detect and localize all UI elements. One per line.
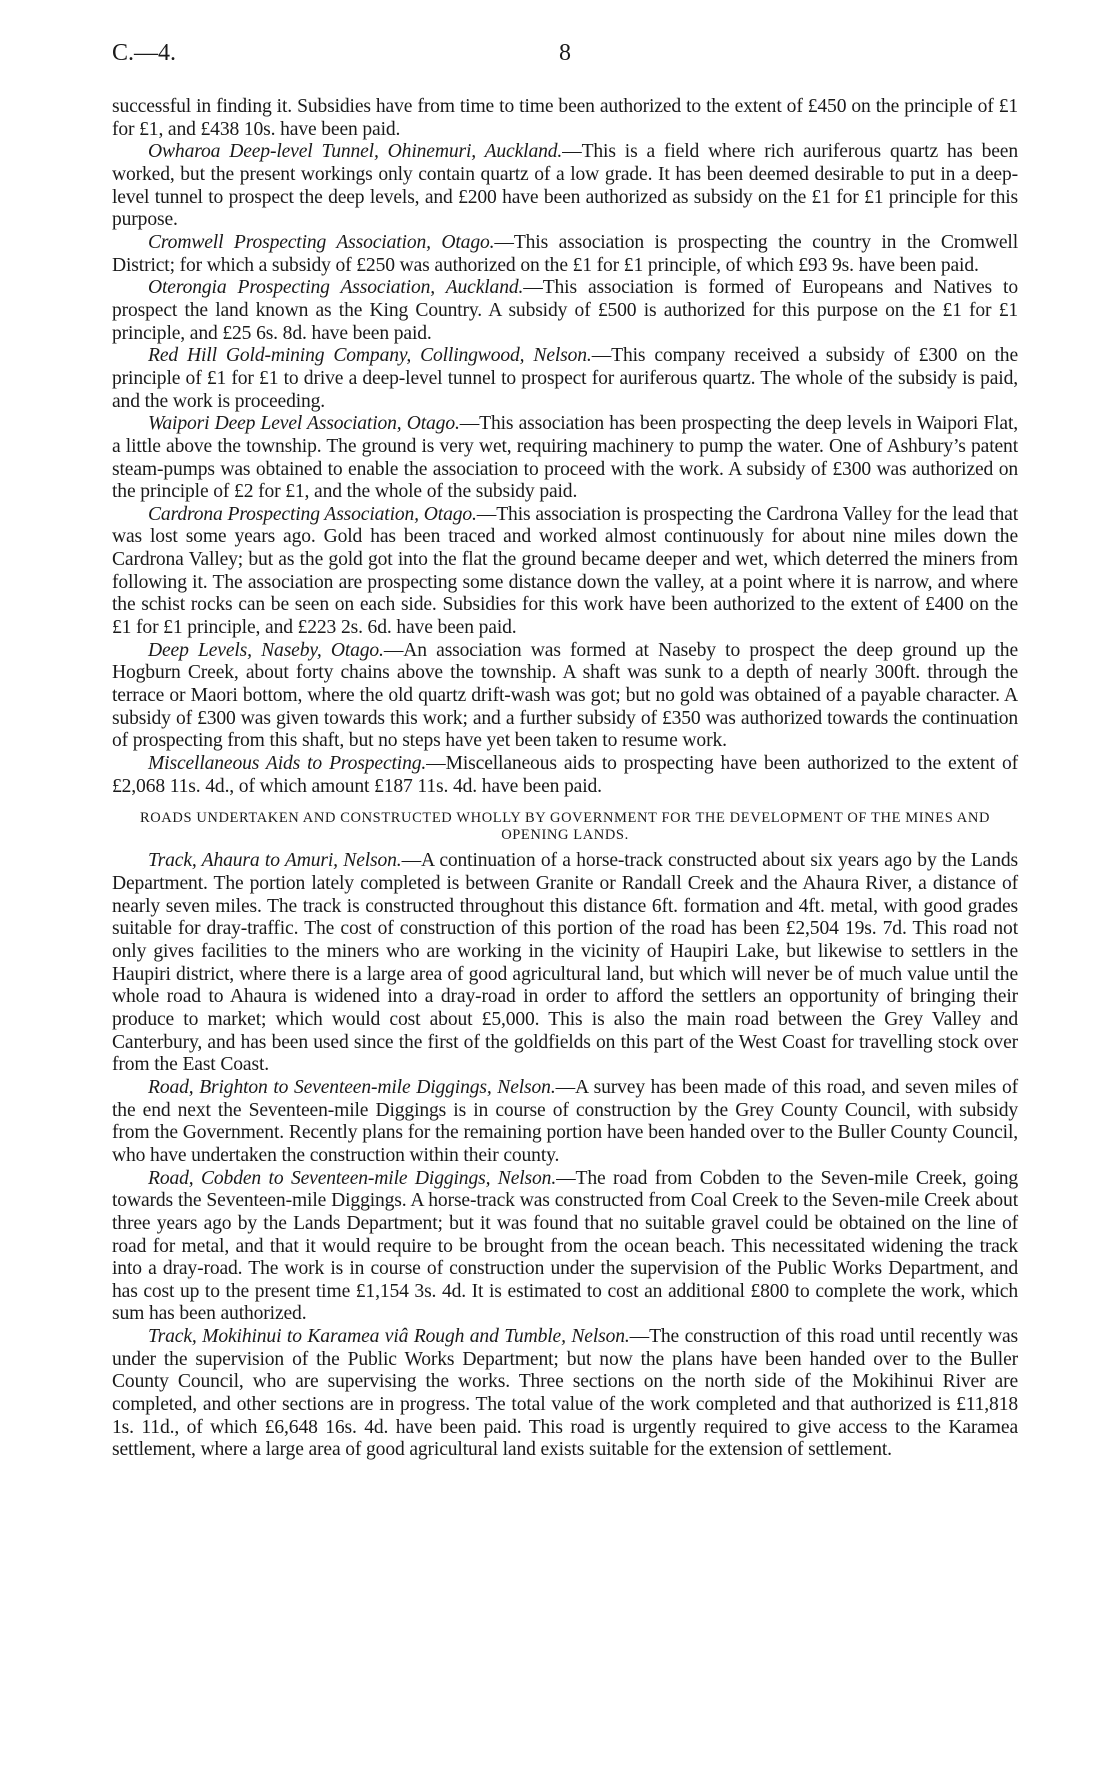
paragraph-body: —An association was formed at Naseby to prospect the deep ground up the Hogburn Creek, about forty chains above the township. A shaft was sunk to a depth of nearly 300ft. through the terrace or Maori bottom, where the old quartz drift-wash was got; but no gold was obtained of a payable character. A subsidy of £300 was given towards this work; and a further subsidy of £350 was authorized towards the continuation of prospecting from this shaft, but no steps have yet been taken to resume work. [112,639,1018,752]
section-heading: ROADS UNDERTAKEN AND CONSTRUCTED WHOLLY BY GOVERNMENT FOR THE DEVELOPMENT OF THE MINES AND OPENING LANDS. [139,810,991,844]
paragraph-body: —Miscellaneous aids to prospecting have been authorized to the extent of £2,068 11s. 4d., of which amount £187 11s. 4d. have been paid. [112,753,1019,797]
paragraph-body: —This is a field where rich auriferous quartz has been worked, but the present workings only contain quartz of a low grade. It has been deemed desirable to put in a deep-level tunnel to prospect the deep levels, and £200 have been authorized as subsidy on the £1 for £1 principle for this purpose. [112,141,1018,231]
paragraph-title: Cromwell Prospecting Association, Otago. [148,231,495,253]
paragraph-title: Track, Mokihinui to Karamea viâ Rough and Tumble, Nelson. [148,1326,630,1348]
paragraph [112,1326,1018,1462]
paragraph [112,850,1018,1077]
paragraph-title: Owharoa Deep-level Tunnel, Ohinemuri, Auckland. [148,141,563,163]
paragraph [112,413,1018,504]
page-number: 8 [559,40,571,66]
paragraph [112,141,1018,232]
paragraph [112,1077,1018,1168]
paragraph [112,1168,1018,1327]
paragraph-body: —This association is prospecting the country in the Cromwell District; for which a subsidy of £250 was authorized on the £1 for £1 principle, of which £93 9s. have been paid. [112,231,1018,276]
paragraph-body: —The construction of this road until recently was under the supervision of the Public Works Department; but now the plans have been handed over to the Buller County Council, who are supervising the works. Three sections on the north side of the Mokihinui River are completed, and other sections are in progress. The total value of the work completed and that authorized is £11,818 1s. 11d., of which £6,648 16s. 4d. have been paid. This road is urgently required to give access to the Karamea settlement, where a large area of good agricultural land exists suitable for the extension of settlement. [112,1326,1018,1461]
paragraph-title: Road, Brighton to Seventeen-mile Diggings, Nelson. [148,1076,556,1098]
paragraph-title: Red Hill Gold-mining Company, Collingwood, Nelson. [148,345,592,367]
page-header [112,40,1018,70]
paragraph-title: Waipori Deep Level Association, Otago. [148,413,460,435]
document-reference: C.—4. [112,40,177,66]
paragraph-title: Deep Levels, Naseby, Otago. [148,639,384,661]
paragraph-body: —This association is formed of Europeans and Natives to prospect the land known as the King Country. A subsidy of £500 is authorized for this purpose on the £1 for £1 principle, and £25 6s. 8d. have been paid. [112,277,1018,344]
paragraph [112,96,1018,141]
paragraph-title: Miscellaneous Aids to Prospecting. [148,753,427,775]
paragraph [112,277,1018,345]
paragraph [112,640,1018,753]
paragraph-body: —A continuation of a horse-track constructed about six years ago by the Lands Department. The portion lately completed is between Granite or Randall Creek and the Ahaura River, a distance of nearly seven miles. The track is constructed throughout this distance 6ft. formation and 4ft. metal, with good grades suitable for dray-traffic. The cost of construction of this portion of the road has been £2,504 19s. 7d. This road not only gives facilities to the miners who are working in the vicinity of Haupiri Lake, but likewise to settlers in the Haupiri district, where there is a large area of good agricultural land, but which will never be of much value until the whole road to Ahaura is widened into a dray-road in order to afford the settlers an opportunity of bringing their produce to market; which would cost about £5,000. This is also the main road between the Grey Valley and Canterbury, and has been used since the first of the goldfields on this part of the West Coast for travelling stock over from the East Coast. [112,850,1018,1076]
paragraph [112,345,1018,413]
paragraph-body: —This association is prospecting the Cardrona Valley for the lead that was lost some years ago. Gold has been traced and worked almost continuously for about nine miles down the Cardrona Valley; but as the gold got into the flat the ground became deeper and wet, which deterred the miners from following it. The association are prospecting some distance down the valley, at a point where it is narrow, and where the schist rocks can be seen on each side. Subsidies for this work have been authorized to the extent of £400 on the £1 for £1 principle, and £223 2s. 6d. have been paid. [112,503,1018,639]
paragraph-title: Oterongia Prospecting Association, Auckland. [148,277,524,299]
paragraph-body: —The road from Cobden to the Seven-mile Creek, going towards the Seventeen-mile Diggings. A horse-track was constructed from Coal Creek to the Seven-mile Creek about three years ago by the Lands Department; but it was found that no suitable gravel could be obtained on the line of road for metal, and that it would require to be brought from the ocean beach. This necessitated widening the track into a dray-road. The work is in course of construction under the supervision of the Public Works Department, and has cost up to the present time £1,154 3s. 4d. It is estimated to cost an additional £800 to complete the work, which sum has been authorized. [112,1167,1018,1325]
paragraph [112,753,1018,798]
paragraph [112,504,1018,640]
paragraph-body: —This company received a subsidy of £300 on the principle of £1 for £1 to drive a deep-level tunnel to prospect for auriferous quartz. The whole of the subsidy is paid, and the work is proceeding. [112,345,1018,412]
paragraph [112,232,1018,277]
paragraph-title: Track, Ahaura to Amuri, Nelson. [148,850,402,872]
paragraph-body: —A survey has been made of this road, and seven miles of the end next the Seventeen-mile Diggings is in course of construction by the Grey County Council, with subsidy from the Government. Recently plans for the remaining portion have been handed over to the Buller County Council, who have undertaken the construction within their county. [112,1076,1018,1166]
paragraph-body: successful in finding it. Subsidies have from time to time been authorized to the extent of £450 on the principle of £1 for £1, and £438 10s. have been paid. [112,96,1018,140]
paragraph-body: —This association has been prospecting the deep levels in Waipori Flat, a little above the township. The ground is very wet, requiring machinery to pump the water. One of Ashbury’s patent steam-pumps was obtained to enable the association to proceed with the work. A subsidy of £300 was authorized on the principle of £2 for £1, and the whole of the subsidy paid. [112,413,1018,503]
paragraph-title: Cardrona Prospecting Association, Otago. [148,503,477,525]
page-body [112,96,1018,1462]
paragraph-title: Road, Cobden to Seventeen-mile Diggings, Nelson. [148,1167,557,1189]
